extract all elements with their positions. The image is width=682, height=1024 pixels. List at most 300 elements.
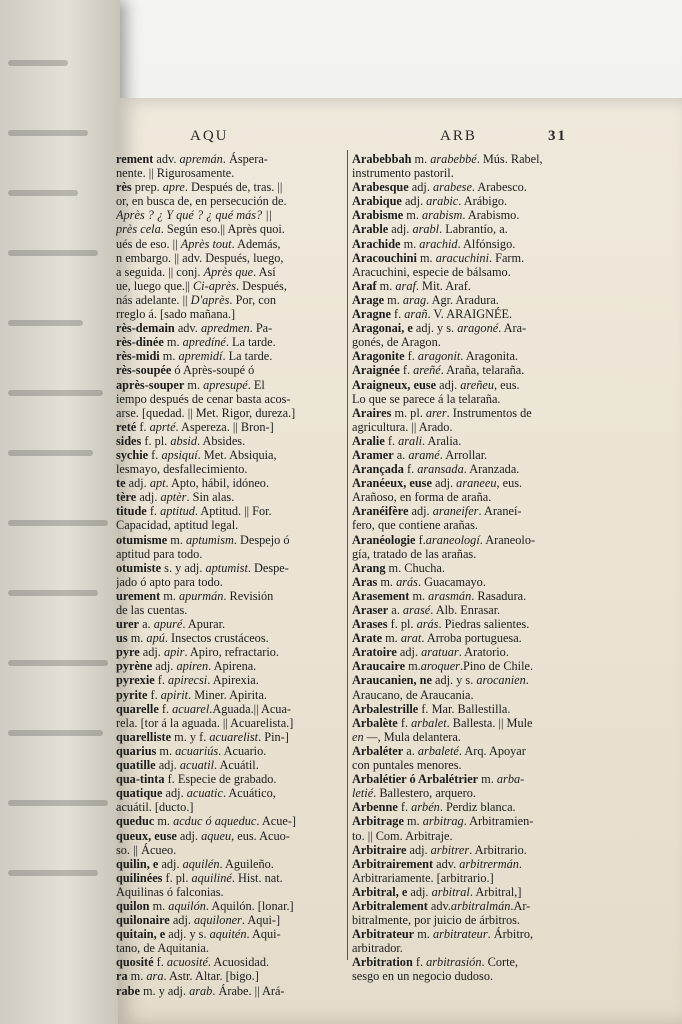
headword: Arbitrairement	[352, 856, 434, 871]
dictionary-entry-line	[116, 857, 342, 871]
pronunciation: araf	[395, 278, 416, 293]
entry-text: Aracuchini, especie de bálsamo.	[352, 264, 511, 279]
dictionary-entry-line	[116, 547, 342, 561]
entry-text: m.	[405, 659, 421, 674]
headword: otumiste	[116, 560, 162, 575]
entry-text: f. Mar. Ballestilla.	[418, 701, 511, 716]
headword: Arbalète	[352, 715, 398, 730]
entry-text: m.	[163, 335, 183, 350]
entry-text: . Aralia.	[422, 433, 462, 448]
pronunciation: Ci-après	[192, 278, 237, 293]
entry-text: con puntales menores.	[352, 758, 462, 773]
dictionary-entry-line	[352, 533, 630, 547]
entry-text: Arañoso, en forma de araña.	[352, 490, 492, 505]
entry-text: adv.	[427, 898, 451, 913]
entry-text: Arbitrariamente. [arbitrario.]	[352, 870, 494, 885]
pronunciation: arbaleté	[417, 743, 459, 758]
entry-text: . Pin-]	[258, 729, 289, 744]
entry-text: n embargo. || adv. Después, luego,	[116, 250, 284, 265]
pronunciation: arbitrer	[430, 842, 470, 857]
headword: Arbalestrille	[352, 701, 419, 716]
dictionary-entry-line	[116, 969, 342, 983]
entry-text: adj. y s.	[412, 321, 458, 336]
headword: sides	[116, 433, 142, 448]
headword: Arbitrage	[352, 814, 404, 829]
entry-text: arbitrador.	[352, 941, 403, 956]
entry-text: f. Especie de grabado.	[164, 772, 277, 787]
entry-text: . Áspera-	[222, 152, 268, 166]
pronunciation: areñeu	[460, 377, 494, 392]
entry-text: adj.	[155, 758, 180, 773]
entry-text: . Además,	[231, 236, 281, 251]
dictionary-entry-line	[116, 349, 342, 363]
entry-text: . Alb. Enrasar.	[430, 603, 501, 617]
headword: ra	[116, 969, 128, 984]
entry-text: . Absides.	[196, 433, 246, 448]
entry-text: m. Chucha.	[385, 560, 445, 575]
pronunciation: absid	[170, 433, 197, 448]
entry-text: . Mús. Rabel,	[476, 152, 543, 166]
headword: Arasement	[352, 588, 410, 603]
headword: queux, euse	[116, 828, 177, 843]
pronunciation: près cela	[116, 222, 161, 237]
headword: Arabique	[352, 194, 402, 209]
entry-text: m.	[403, 814, 423, 829]
dictionary-entry-line	[116, 772, 342, 786]
entry-text: . Aspereza. || Bron-]	[175, 419, 274, 434]
headword: Aragonite	[352, 349, 405, 364]
entry-text: a seguida. || conj.	[116, 264, 204, 279]
dictionary-entry-line	[352, 786, 630, 800]
pronunciation: apir	[163, 645, 185, 660]
entry-text: to. || Com. Arbitraje.	[352, 828, 453, 843]
headword: Arang	[352, 560, 386, 575]
headword: Arbitrateur	[352, 927, 415, 942]
dictionary-entry-line	[352, 434, 630, 448]
entry-text: adj.	[125, 476, 150, 491]
pronunciation: arachid	[419, 236, 458, 251]
headword: urer	[116, 617, 139, 632]
entry-text: de las cuentas.	[116, 603, 188, 617]
dictionary-entry-line	[116, 420, 342, 434]
pronunciation: araneologí	[425, 532, 480, 547]
headword: pyrexie	[116, 673, 155, 688]
dictionary-entry-line	[352, 955, 630, 969]
entry-text: . Aragonita.	[460, 349, 519, 364]
running-header	[0, 128, 682, 148]
pronunciation: acuosité	[166, 955, 208, 970]
pronunciation: aquiloner	[194, 913, 242, 928]
headword: Aragonai, e	[352, 321, 413, 336]
pronunciation: Après que	[203, 264, 254, 279]
entry-text: f.	[397, 715, 412, 730]
entry-text: . Apiro, refractario.	[184, 645, 280, 660]
dictionary-entry-line	[116, 716, 342, 730]
headword: Arançada	[352, 462, 404, 477]
entry-text: f.	[404, 349, 418, 364]
pronunciation: aptitud	[160, 504, 195, 519]
entry-text: sesgo en un negocio dudoso.	[352, 969, 494, 984]
entry-text: . Aratorio.	[458, 645, 509, 660]
entry-text: .Pino de Chile.	[459, 659, 534, 674]
entry-text: f.	[415, 532, 426, 547]
pronunciation: aracuchini	[435, 250, 489, 265]
entry-text: adv.	[433, 856, 460, 871]
pronunciation: acuarelist	[209, 729, 259, 744]
headword: quosité	[116, 955, 154, 970]
entry-text: m.	[154, 814, 174, 829]
headword: Arases	[352, 617, 388, 632]
headword: queduc	[116, 814, 155, 829]
entry-text: m.	[409, 588, 429, 603]
entry-text: . Ara-	[498, 321, 527, 336]
dictionary-entry-line	[116, 533, 342, 547]
dictionary-entry-line	[116, 237, 342, 251]
entry-text: adj. y s.	[165, 927, 210, 942]
entry-text: a.	[403, 743, 418, 758]
entry-text: . Pa-	[249, 321, 273, 336]
entry-text: m.	[403, 208, 423, 223]
dictionary-entry-line	[352, 406, 630, 420]
pronunciation: arat	[400, 631, 422, 646]
entry-text: a.	[139, 617, 154, 632]
dictionary-entry-line	[352, 857, 630, 871]
pronunciation: apremidí	[178, 349, 223, 364]
entry-text: f.	[384, 433, 399, 448]
entry-text: . Instrumentos de	[446, 405, 532, 420]
entry-text: Après-soupé ó	[182, 363, 255, 378]
entry-text: . Araneolo-	[479, 532, 536, 547]
pronunciation: apiren	[176, 659, 209, 674]
left-column	[116, 152, 342, 998]
entry-text: .Aguada.|| Acua-	[209, 701, 291, 716]
pronunciation: apú	[146, 631, 165, 646]
pronunciation: aramé	[408, 447, 440, 462]
pronunciation: apredíné	[182, 335, 226, 350]
entry-text: . V. ARAIGNÉE.	[427, 307, 513, 322]
entry-text: bitralmente, por juicio de árbitros.	[352, 913, 521, 928]
dictionary-entry-line	[116, 843, 342, 857]
dictionary-entry-line	[116, 307, 342, 321]
entry-text: adj.	[408, 180, 433, 195]
dictionary-entry-line	[352, 251, 630, 265]
entry-text: m.	[416, 250, 436, 265]
pronunciation: arocanien	[476, 673, 526, 688]
headword: rès-dinée	[116, 335, 164, 350]
entry-text: . Arábigo.	[458, 194, 508, 209]
dictionary-entry-line	[116, 335, 342, 349]
entry-text: Aquilinas ó falconias.	[116, 884, 224, 899]
entry-text: Capacidad, aptitud legal.	[116, 518, 239, 533]
headword: rès-soupée	[116, 363, 172, 378]
pronunciation: apre	[162, 180, 185, 195]
entry-text: f.	[399, 363, 414, 378]
entry-text: . Aquilón. [lonar.]	[205, 898, 294, 913]
dictionary-entry-line	[116, 152, 342, 166]
headword: Arbenne	[352, 800, 398, 815]
entry-text: gonés, de Aragon.	[352, 335, 441, 350]
entry-text: aptitud para todo.	[116, 546, 203, 561]
pronunciation: areñé	[413, 363, 441, 378]
dictionary-entry-line	[352, 899, 630, 913]
entry-text: adj.	[136, 490, 161, 505]
pronunciation: arabl	[412, 222, 440, 237]
dictionary-entry-line	[352, 561, 630, 575]
entry-text: Araucano, de Araucania.	[352, 687, 474, 702]
dictionary-entry-line	[116, 829, 342, 843]
entry-text: . La tarde.	[222, 349, 273, 364]
pronunciation: arer	[425, 405, 447, 420]
headword: Arabesque	[352, 180, 409, 195]
headword: quitain, e	[116, 927, 166, 942]
entry-text: m.	[127, 969, 147, 984]
entry-text: . Guacamayo.	[417, 574, 486, 589]
pronunciation: acuariús	[175, 743, 219, 758]
pronunciation: aquitén	[209, 927, 247, 942]
dictionary-entry-line	[352, 702, 630, 716]
dictionary-entry-line	[116, 702, 342, 716]
headword: Aras	[352, 574, 378, 589]
dictionary-entry-line	[352, 194, 630, 208]
headword: otumisme	[116, 532, 168, 547]
dictionary-entry-line	[352, 631, 630, 645]
dictionary-entry-line	[116, 631, 342, 645]
dictionary-entry-line	[352, 420, 630, 434]
dictionary-entry-line	[116, 786, 342, 800]
dictionary-entry-line	[116, 208, 342, 222]
entry-text: adj.	[162, 786, 187, 801]
headword: quatille	[116, 758, 156, 773]
pronunciation: aprté	[149, 419, 176, 434]
entry-text: . Met. Absiquia,	[197, 447, 277, 462]
dictionary-entry-line	[352, 913, 630, 927]
dictionary-entry-line	[116, 265, 342, 279]
headword: pyrite	[116, 687, 148, 702]
dictionary-entry-line	[116, 871, 342, 885]
dictionary-entry-line	[116, 406, 342, 420]
entry-text: adj.	[158, 856, 183, 871]
dictionary-entry-line	[116, 730, 342, 744]
dictionary-entry-line	[116, 462, 342, 476]
entry-text: . Arq. Apoyar	[458, 743, 526, 758]
pronunciation: aragoné	[457, 321, 499, 336]
entry-text: m.	[382, 631, 401, 646]
pronunciation: aptèr	[160, 490, 187, 505]
pronunciation: acduc ó aqueduc	[173, 814, 257, 829]
pronunciation: arbitrermán	[459, 856, 519, 871]
entry-text: m.	[384, 292, 403, 307]
pronunciation: araneeu	[456, 476, 497, 491]
dictionary-entry-line	[116, 392, 342, 406]
headword: Aranéologie	[352, 532, 416, 547]
dictionary-entry-line	[116, 504, 342, 518]
entry-text: instrumento pastoril.	[352, 166, 454, 181]
entry-text: . Arrollar.	[439, 447, 488, 462]
entry-text: . Acuático,	[222, 786, 276, 801]
entry-text: . El	[247, 377, 265, 392]
entry-text: adj.	[152, 659, 177, 674]
entry-text: , eus.	[496, 476, 523, 491]
entry-text: . Según eso.|| Après quoi.	[160, 222, 285, 237]
entry-text: f.	[147, 687, 161, 702]
entry-text: gía, tratado de las arañas.	[352, 546, 477, 561]
entry-text: ó	[171, 363, 183, 378]
pronunciation: apsiquí	[161, 447, 198, 462]
entry-text: jado ó apto para todo.	[116, 574, 223, 589]
dictionary-entry-line	[352, 504, 630, 518]
pronunciation: apuré	[153, 617, 183, 632]
dictionary-entry-line	[352, 814, 630, 828]
entry-text: ue, luego que.||	[116, 278, 193, 293]
pronunciation: acuatic	[186, 786, 223, 801]
entry-text: . Mit. Araf.	[415, 278, 471, 293]
headword: Arage	[352, 292, 385, 307]
headword: Arbitral, e	[352, 884, 408, 899]
headword: Aratoire	[352, 645, 397, 660]
pronunciation: Après tout	[180, 236, 232, 251]
entry-text: . Acuario.	[218, 743, 267, 758]
entry-text: nente. || Rigurosamente.	[116, 166, 235, 181]
entry-text: adj.	[431, 476, 457, 491]
pronunciation: aptumism	[186, 532, 234, 547]
entry-text: m.	[411, 152, 431, 166]
entry-text: agricultura. || Arado.	[352, 419, 453, 434]
entry-text: adj.	[408, 504, 433, 519]
dictionary-entry-line	[116, 688, 342, 702]
headword: Araucaire	[352, 659, 406, 674]
entry-text: . Arabesco.	[471, 180, 527, 195]
dictionary-entry-line	[116, 321, 342, 335]
entry-text: f.	[136, 419, 150, 434]
dictionary-entry-line	[116, 518, 342, 532]
pronunciation: apredmen	[200, 321, 250, 336]
entry-text: rreglo á. [sado mañana.]	[116, 307, 236, 322]
entry-text: m.	[400, 236, 420, 251]
entry-text: f.	[154, 673, 169, 688]
entry-text: f. pl.	[162, 870, 192, 885]
pronunciation: aragonit	[417, 349, 461, 364]
entry-text: m.	[156, 743, 176, 758]
entry-text: m. pl.	[391, 405, 426, 420]
entry-text: . Apto, hábil, idóneo.	[165, 476, 270, 491]
pronunciation: aquiliné	[191, 870, 232, 885]
entry-text: . Arbitramien-	[463, 814, 534, 829]
dictionary-entry-line	[116, 166, 342, 180]
dictionary-entry-line	[352, 603, 630, 617]
entry-text: . Aqui-]	[241, 913, 281, 928]
dictionary-entry-line	[352, 349, 630, 363]
dictionary-entry-line	[352, 547, 630, 561]
entry-text: . Astr. Altar. [bigo.]	[163, 969, 259, 984]
entry-text: . Apirena.	[208, 659, 257, 674]
dictionary-entry-line	[352, 222, 630, 236]
entry-text: f.	[397, 800, 412, 815]
entry-text: , eus.	[493, 377, 520, 392]
headword: tère	[116, 490, 137, 505]
pronunciation: arba-	[496, 772, 525, 787]
dictionary-entry-line	[352, 490, 630, 504]
entry-text: .Ar-	[510, 898, 531, 913]
headword: rès-midi	[116, 349, 160, 364]
dictionary-entry-line	[352, 927, 630, 941]
entry-text: m.	[149, 898, 169, 913]
pronunciation: ara	[146, 969, 164, 984]
dictionary-entry-line	[352, 293, 630, 307]
headword: quilonaire	[116, 913, 170, 928]
entry-text: . Agr. Aradura.	[426, 292, 499, 307]
entry-text: f.	[412, 955, 427, 970]
pronunciation: Après ? ¿ Y qué ? ¿ qué más? ||	[116, 208, 273, 223]
entry-text: f.	[158, 701, 173, 716]
entry-text: ués de eso. ||	[116, 236, 181, 251]
entry-text: rela. [tor á la aguada. || Acuarelista.]	[116, 715, 294, 730]
entry-text: nás adelante. ||	[116, 292, 191, 307]
entry-text: f.	[403, 462, 418, 477]
pronunciation: araneifer	[432, 504, 479, 519]
dictionary-entry-line	[116, 378, 342, 392]
dictionary-entry-line	[352, 166, 630, 180]
entry-text: lesmayo, desfallecimiento.	[116, 462, 248, 477]
headword: Aralie	[352, 433, 385, 448]
entry-text: , Mula delantera.	[377, 729, 461, 744]
pronunciation: acuarel	[172, 701, 210, 716]
entry-text: . Farm.	[488, 250, 525, 265]
entry-text: . Después de, tras. ||	[184, 180, 283, 195]
entry-text: . Aqui-	[246, 927, 281, 942]
pronunciation: arás	[416, 617, 439, 632]
entry-text: . Aguileño.	[219, 856, 274, 871]
headword: Aracouchini	[352, 250, 417, 265]
entry-text: . Acuosidad.	[207, 955, 270, 970]
dictionary-entry-line	[116, 617, 342, 631]
entry-text: m.	[377, 574, 397, 589]
entry-text: adj.	[407, 884, 432, 899]
dictionary-entry-line	[116, 194, 342, 208]
dictionary-entry-line	[352, 843, 630, 857]
headword: te	[116, 476, 126, 491]
headword: Araf	[352, 278, 377, 293]
entry-text: a.	[393, 447, 409, 462]
pronunciation: arag	[402, 292, 427, 307]
pronunciation: arás	[396, 574, 418, 589]
pronunciation: D'après	[190, 292, 230, 307]
entry-text: f.	[148, 447, 162, 462]
entry-text: adj.	[169, 913, 195, 928]
right-column	[352, 152, 630, 984]
entry-text: . Árabe. || Ará-	[212, 983, 285, 998]
pronunciation: apremán	[179, 152, 223, 166]
headword: Araires	[352, 405, 392, 420]
headword: quarelle	[116, 701, 159, 716]
headword: Aranéeux, euse	[352, 476, 432, 491]
dictionary-entry-line	[352, 208, 630, 222]
pronunciation: apresupé	[203, 377, 248, 392]
entry-text: adj.	[139, 645, 164, 660]
headword: rès-demain	[116, 321, 175, 336]
headword: rès	[116, 180, 132, 195]
pronunciation: en —	[352, 729, 378, 744]
entry-text: . Alfónsigo.	[457, 236, 516, 251]
pronunciation: apirit	[160, 687, 189, 702]
headword: après-souper	[116, 377, 185, 392]
dictionary-entry-line	[116, 589, 342, 603]
dictionary-entry-line	[116, 490, 342, 504]
dictionary-entry-line	[352, 589, 630, 603]
entry-text: . Despe-	[247, 560, 289, 575]
dictionary-entry-line	[352, 307, 630, 321]
dictionary-entry-line	[352, 575, 630, 589]
entry-text: adj.	[388, 222, 413, 237]
